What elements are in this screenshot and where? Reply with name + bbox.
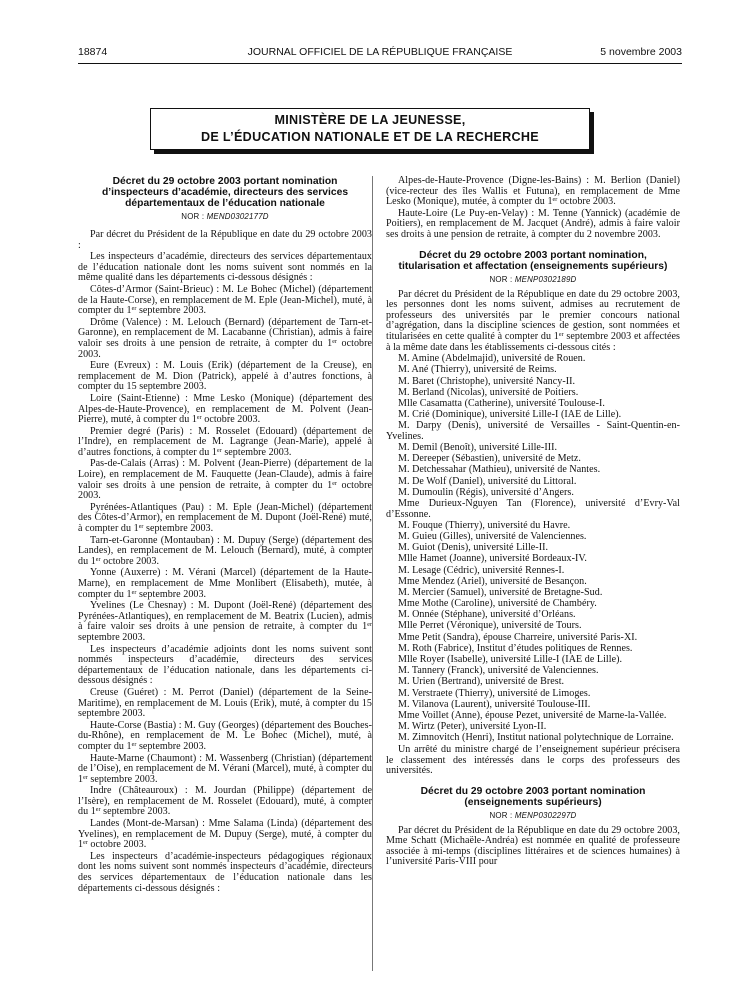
right-column (386, 176, 680, 990)
list-item: M. Amine (Abdelmajid), université de Rouen. (398, 353, 586, 365)
decree-paragraph: Tarn-et-Garonne (Montauban) : M. Dupuy (Serge) (département des Landes), en remplacement de M. Lelouch (Bernard), muté, à compter du 1er octobre 2003. (78, 534, 372, 567)
list-item: Mlle Perret (Véronique), université de Tours. (398, 620, 582, 632)
list-item: M. Lesage (Cédric), université Rennes-I. (398, 564, 565, 576)
list-item: M. Zimnovitch (Henri), Institut national polytechnique de Lorraine. (398, 732, 674, 744)
decree-paragraph: Pyrénées-Atlantiques (Pau) : M. Eple (Jean-Michel) (département des Côtes-d’Armor), en remplacement de M. Dupont (Joël-René) muté, à compter du 1er septembre 2003. (78, 501, 372, 535)
decree-paragraph: Haute-Corse (Bastia) : M. Guy (Georges) (département des Bouches-du-Rhône), en remplacement de M. Le Bohec (Michel), muté, à compter du 1er septembre 2003. (78, 719, 372, 752)
left-column (78, 176, 372, 990)
list-item: M. Demil (Benoît), université Lille-III. (398, 442, 558, 454)
nor-reference (78, 212, 372, 221)
decree-paragraph: Les inspecteurs d’académie, directeurs des services départementaux de l’éducation nationale dont les noms suivent sont nommés en la même qualité dans les départements ci-dessous désignés : (78, 251, 372, 284)
list-item: M. Berland (Nicolas), université de Poitiers. (398, 386, 579, 398)
decree-paragraph: Drôme (Valence) : M. Lelouch (Bernard) (département de Tarn-et-Garonne), en remplacement de M. Lacabanne (Christian), admis à faire valoir ses droits à une pension de retraite, à compter du 1er octobre 2003. (78, 316, 372, 360)
nor-label: NOR : (181, 212, 205, 221)
list-item: M. Crié (Dominique), université Lille-I (IAE de Lille). (398, 409, 622, 421)
list-item: M. Urien (Bertrand), université de Brest. (398, 676, 565, 688)
nor-reference (386, 275, 680, 284)
decree-paragraph: Premier degré (Paris) : M. Rosselet (Edouard) (département de l’Indre), en remplacement de M. Lagrange (Jean-Marie), appelé à d’autres fonctions, à compter du 1er septembre 2003. (78, 425, 372, 458)
issue-date: 5 novembre 2003 (600, 46, 682, 58)
page-number: 18874 (78, 46, 108, 58)
decree-paragraph: Eure (Evreux) : M. Louis (Erik) (département de la Creuse), en remplacement de M. Dion (Patrick), appelé à d’autres fonctions, à compter du 15 septembre 2003. (78, 360, 372, 393)
list-item: Mlle Hamet (Joanne), université Bordeaux-IV. (398, 553, 587, 565)
decree-paragraph: Côtes-d’Armor (Saint-Brieuc) : M. Le Bohec (Michel) (département de la Haute-Corse), en remplacement de M. Eple (Jean-Michel), muté, à compter du 1er septembre 2003. (78, 283, 372, 317)
appointee-list (386, 354, 680, 744)
list-item: M. Vilanova (Laurent), université Toulouse-III. (398, 698, 591, 710)
nor-reference (386, 811, 680, 820)
decree-paragraph: Haute-Loire (Le Puy-en-Velay) : M. Tenne (Yannick) (académie de Poitiers), en remplacement de M. Jacquet (André), admis à faire valoir ses droits à une pension de retraite, à compter du 2 novembre 2003. (386, 207, 680, 240)
ministry-line-2: DE L’ÉDUCATION NATIONALE ET DE LA RECHERCHE (200, 130, 539, 144)
list-item: Mme Durieux-Nguyen Tan (Florence), université d’Evry-Val d’Essonne. (386, 497, 680, 520)
nor-label: NOR : (489, 274, 513, 284)
list-item: M. De Wolf (Daniel), université du Littoral. (398, 475, 577, 487)
list-item: M. Mercier (Samuel), université de Bretagne-Sud. (398, 586, 603, 598)
decree-title: Décret du 29 octobre 2003 portant nomination (enseignements supérieurs) (420, 785, 646, 808)
list-item: Mme Mothe (Caroline), université de Chambéry. (398, 598, 597, 610)
ministry-heading-box (150, 108, 590, 150)
nor-code: MENP0302297D (514, 810, 577, 820)
decree-paragraph: Landes (Mont-de-Marsan) : Mme Salama (Linda) (département des Yvelines), en remplacement de M. Dupuy (Serge), muté, à compter du 1er octobre 2003. (78, 818, 372, 851)
ministry-line-1: MINISTÈRE DE LA JEUNESSE, (274, 113, 466, 127)
list-item: Mlle Casamatta (Catherine), université Toulouse-I. (398, 397, 605, 409)
nor-label: NOR : (489, 810, 513, 820)
decree-title: Décret du 29 octobre 2003 portant nomination, titularisation et affectation (enseignements supérieurs) (398, 249, 668, 272)
nor-code: MEND0302177D (206, 212, 269, 221)
list-item: M. Guiot (Denis), université Lille-II. (398, 542, 549, 554)
column-divider (372, 176, 373, 971)
nor-code: MENP0302189D (514, 274, 577, 284)
list-item: M. Roth (Fabrice), Institut d’études politiques de Rennes. (398, 642, 633, 654)
decree-paragraph: Les inspecteurs d’académie-inspecteurs pédagogiques régionaux dont les noms suivent sont nommés inspecteurs d’académie, directeurs des services départementaux de l’éducation nationale dans les départements ci-dessous désignés : (78, 850, 372, 894)
decree-title: Décret du 29 octobre 2003 portant nomination d’inspecteurs d’académie, directeurs des services départementaux de l’éducation nationale (101, 176, 349, 209)
decree-paragraph: Pas-de-Calais (Arras) : M. Polvent (Jean-Pierre) (département de la Loire), en remplacement de M. Fauquette (Jean-Claude), admis à faire valoir ses droits à une pension de retraite, à compter du 1er octobre 2003. (78, 458, 372, 502)
list-item: M. Darpy (Denis), université de Versailles - Saint-Quentin-en-Yvelines. (386, 420, 680, 442)
decree-paragraph: Indre (Châteauroux) : M. Jourdan (Philippe) (département de l’Isère), en remplacement de M. Rosselet (Edouard), muté, à compter du 1er septembre 2003. (78, 785, 372, 818)
decree-paragraph: Les inspecteurs d’académie adjoints dont les noms suivent sont nommés inspecteurs d’académie, directeurs des services départementaux de l’éducation nationale, dans les départements ci-dessous désignés : (78, 643, 372, 687)
decree-paragraph: Par décret du Président de la République en date du 29 octobre 2003 : (78, 229, 372, 251)
continuation-body (386, 176, 680, 241)
list-item: M. Dereeper (Sébastien), université de Metz. (398, 453, 581, 465)
list-item: M. Guieu (Gilles), université de Valenciennes. (398, 530, 587, 542)
list-item: M. Fouque (Thierry), université du Havre. (398, 519, 571, 531)
list-item: M. Detchessahar (Mathieu), université de Nantes. (398, 464, 601, 476)
list-item: M. Baret (Christophe), université Nancy-II. (398, 375, 576, 387)
list-item: M. Wirtz (Peter), université Lyon-II. (398, 721, 547, 733)
decree-paragraph: Yvelines (Le Chesnay) : M. Dupont (Joël-René) (département des Pyrénées-Atlantiques), en remplacement de M. Beatrix (Lucien), admis à faire valoir ses droits à une pension de retraite, à compter du 1er septembre 2003. (78, 600, 372, 643)
decree-text: Par décret du Président de la République en date du 29 octobre 2003, Mme Schatt (Michaële-Andréa) est nommée en qualité de professeure associée à mi-temps (disciplines littéraires et de sciences humaines) à l’université Paris-VIII pour (386, 824, 680, 868)
list-item: Mme Petit (Sandra), épouse Charreire, université Paris-XI. (398, 631, 638, 643)
header-rule (78, 63, 682, 64)
decree-paragraph: Loire (Saint-Etienne) : Mme Lesko (Monique) (département des Alpes-de-Haute-Provence), en remplacement de M. Polvent (Jean-Pierre), muté, à compter du 1er octobre 2003. (78, 392, 372, 426)
list-item: M. Dumoulin (Régis), université d’Angers. (398, 486, 574, 498)
list-item: Mme Mendez (Ariel), université de Besançon. (398, 575, 587, 587)
list-item: M. Onnée (Stéphane), université d’Orléans. (398, 609, 576, 621)
decree-closing: Un arrêté du ministre chargé de l’enseignement supérieur précisera le classement des intéressés dans le corps des professeurs des universités. (386, 743, 680, 777)
list-item: Mlle Royer (Isabelle), université Lille-I (IAE de Lille). (398, 654, 623, 665)
list-item: Mme Voillet (Anne), épouse Pezet, université de Marne-la-Vallée. (398, 709, 667, 721)
decree-body (78, 230, 372, 894)
decree-paragraph: Alpes-de-Haute-Provence (Digne-les-Bains) : M. Berlion (Daniel) (vice-recteur des îles Wallis et Futuna), en remplacement de Mme Lesko (Monique), mutée, à compter du 1er octobre 2003. (386, 176, 680, 208)
list-item: M. Tannery (Franck), université de Valenciennes. (398, 665, 599, 677)
decree-paragraph: Yonne (Auxerre) : M. Vérani (Marcel) (département de la Haute-Marne), en remplacement de Mme Monlibert (Elisabeth), mutée, à compter du 1er septembre 2003. (78, 567, 372, 600)
journal-title: JOURNAL OFFICIEL DE LA RÉPUBLIQUE FRANÇAISE (247, 46, 513, 58)
page-header (78, 46, 682, 62)
list-item: M. Ané (Thierry), université de Reims. (398, 364, 557, 376)
list-item: M. Verstraete (Thierry), université de Limoges. (398, 687, 591, 699)
decree-paragraph: Creuse (Guéret) : M. Perrot (Daniel) (département de la Seine-Maritime), en remplacement de M. Louis (Erik), muté, à compter du 15 septembre 2003. (78, 686, 372, 720)
decree-paragraph: Haute-Marne (Chaumont) : M. Wassenberg (Christian) (département de l’Oise), en remplacement de M. Vérani (Marcel), muté, à compter du 1er septembre 2003. (78, 752, 372, 785)
decree-intro: Par décret du Président de la République en date du 29 octobre 2003, les personnes dont les noms suivent, admises au recrutement de professeurs des universités par le premier concours national d’agrégation, dans la discipline sciences de gestion, sont nommées et titularisées en cette qualité à compter du 1er septembre 2003 et affectées à la même date dans les établissements ci-dessous cités : (386, 288, 680, 353)
